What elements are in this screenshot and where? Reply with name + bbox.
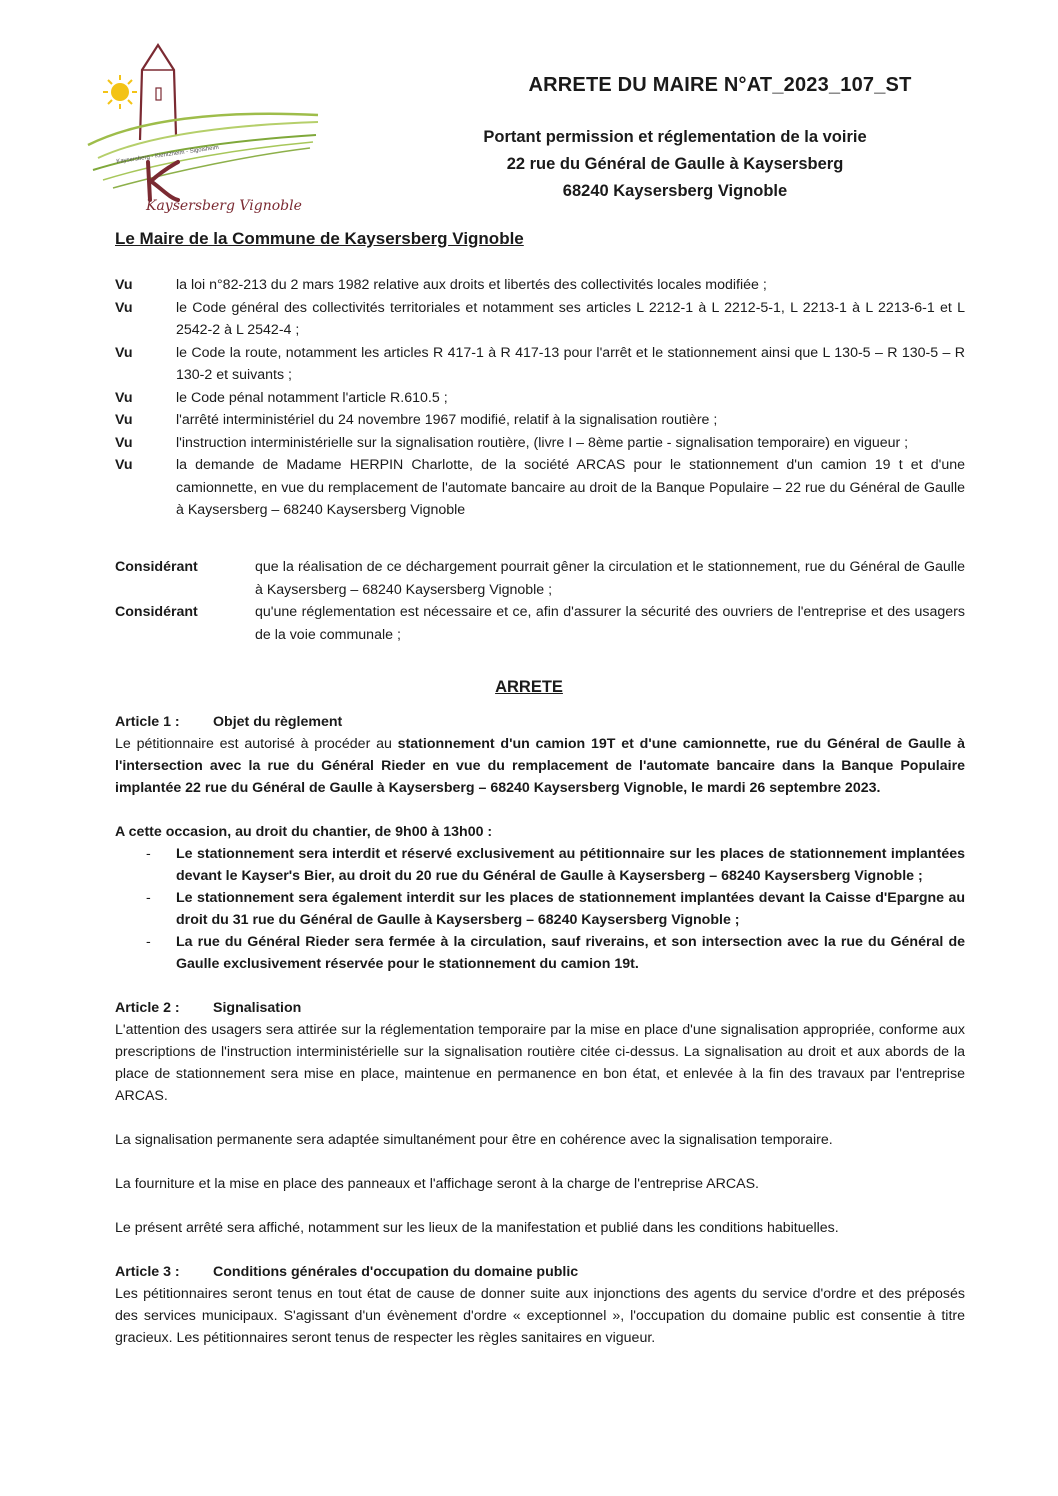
article-number: Article 1 : [115, 714, 180, 730]
article-number: Article 2 : [115, 1000, 180, 1016]
article-title: Conditions générales d'occupation du domaine public [213, 1264, 579, 1280]
paragraph-text: Le pétitionnaire est autorisé à procéder au [115, 736, 398, 752]
article-1-heading [115, 711, 965, 733]
vu-label: Vu [115, 277, 133, 293]
considerant-item [115, 601, 965, 646]
article-2-paragraph: L'attention des usagers sera attirée sur la réglementation temporaire par la mise en place d'une signalisation appropriée, conforme aux prescriptions de l'instruction interministérielle sur la signalisation routière citée ci-dessus. La signalisation au droit et aux abords de la place de stationnement sera mise en place, maintenue en permanence en bon état, et enlevée à la fin des travaux par l'entreprise ARCAS. [115, 1022, 965, 1104]
article-2-paragraph: Le présent arrêté sera affiché, notamment sur les lieux de la manifestation et publié dans les conditions habituelles. [115, 1220, 839, 1236]
considerant-text: qu'une réglementation est nécessaire et ce, afin d'assurer la sécurité des ouvriers de l'entreprise et des usagers de la voie communale ; [255, 604, 965, 643]
article-3-heading [115, 1261, 965, 1283]
subtitle-line: 22 rue du Général de Gaulle à Kaysersberg [506, 155, 844, 173]
article-1-bullets [115, 843, 965, 975]
considerant-list [115, 556, 965, 646]
vu-text: la demande de Madame HERPIN Charlotte, de la société ARCAS pour le stationnement d'un camion 19 t et d'une camionnette, en vue du remplacement de l'automate bancaire au droit de la Banque Populaire – 22 rue du Général de Gaulle à Kaysersberg – 68240 Kaysersberg Vignoble [176, 457, 965, 518]
article-number: Article 3 : [115, 1264, 180, 1280]
vu-item [115, 387, 965, 410]
considerant-item [115, 556, 965, 601]
vu-item [115, 432, 965, 455]
vu-label: Vu [115, 457, 133, 473]
vu-item [115, 297, 965, 342]
bullet-item: - Le stationnement sera également interdit sur les places de stationnement implantées devant la Caisse d'Epargne au droit du 31 rue du Général de Gaulle à Kaysersberg – 68240 Kaysersberg Vignoble ; [146, 887, 965, 931]
vu-label: Vu [115, 389, 133, 406]
vu-item [115, 274, 965, 297]
logo-subtitle: Kaysersberg - Kientzheim - Sigolsheim [116, 144, 220, 166]
decree-subtitle [400, 124, 950, 205]
considerant-text: que la réalisation de ce déchargement pourrait gêner la circulation et le stationnement, rue du Général de Gaulle à Kaysersberg – 68240 Kaysersberg Vignoble ; [255, 559, 965, 598]
arrete-heading: ARRETE [495, 678, 563, 696]
vu-text: l'arrêté interministériel du 24 novembre 1967 modifié, relatif à la signalisation routière ; [176, 412, 718, 428]
vu-item [115, 454, 965, 522]
logo-brand-text: Kaysersberg Vignoble [146, 198, 302, 214]
paragraph-bold-text: stationnement d'un camion 19T et d'une camionnette, rue du Général de Gaulle à l'intersection avec la rue du Général Rieder en vue du remplacement de l'automate bancaire dans la Banque Populaire implantée 22 rue du Général de Gaulle à Kaysersberg – 68240 Kaysersberg Vignoble, le mardi 26 septembre 2023. [115, 736, 965, 796]
article-1-paragraph [115, 733, 965, 799]
vu-label: Vu [115, 434, 133, 451]
vu-label: Vu [115, 299, 133, 316]
vu-text: l'instruction interministérielle sur la signalisation routière, (livre I – 8ème partie - signalisation temporaire) en vigueur ; [176, 434, 909, 451]
article-2-paragraph: La signalisation permanente sera adaptée simultanément pour être en cohérence avec la signalisation temporaire. [115, 1132, 833, 1148]
vu-text: la loi n°82-213 du 2 mars 1982 relative aux droits et libertés des collectivités locales modifiée ; [176, 277, 767, 293]
vu-label: Vu [115, 412, 133, 428]
subtitle-line: 68240 Kaysersberg Vignoble [562, 182, 788, 200]
article-title: Objet du règlement [213, 714, 343, 730]
article-2-paragraph: La fourniture et la mise en place des panneaux et l'affichage seront à la charge de l'entreprise ARCAS. [115, 1176, 759, 1192]
vu-item [115, 409, 965, 432]
bullet-item: - La rue du Général Rieder sera fermée à la circulation, sauf riverains, et son intersection avec la rue du Général de Gaulle exclusivement réservée pour le stationnement du camion 19t. [146, 931, 965, 975]
considerant-label: Considérant [115, 604, 198, 620]
logo-graphic [78, 40, 328, 215]
article-1-occasion: A cette occasion, au droit du chantier, de 9h00 à 13h00 : [115, 824, 493, 840]
vu-item [115, 342, 965, 387]
vu-text: le Code pénal notamment l'article R.610.5 ; [176, 389, 448, 406]
vu-text: le Code la route, notamment les articles R 417-1 à R 417-13 pour l'arrêt et le stationnement ainsi que L 130-5 – R 130-5 – R 130-2 et suivants ; [176, 344, 965, 383]
bullet-item: - Le stationnement sera interdit et réservé exclusivement au pétitionnaire sur les places de stationnement implantées devant le Kayser's Bier, au droit du 20 rue du Général de Gaulle à Kaysersberg – 68240 Kaysersberg Vignoble ; [146, 843, 965, 887]
article-title: Signalisation [213, 1000, 302, 1016]
articles-body [115, 711, 965, 1349]
municipality-logo [78, 40, 328, 215]
vu-text: le Code général des collectivités territoriales et notamment ses articles L 2212-1 à L 2212-5-1, L 2213-1 à L 2213-6-1 et L 2542-2 à L 2542-4 ; [176, 299, 965, 338]
decree-title: ARRETE DU MAIRE N°AT_2023_107_ST [528, 74, 912, 96]
vu-list [115, 274, 965, 522]
considerant-label: Considérant [115, 559, 198, 575]
article-2-heading [115, 997, 965, 1019]
vu-label: Vu [115, 344, 133, 361]
mayor-heading: Le Maire de la Commune de Kaysersberg Vignoble [115, 229, 524, 248]
article-3-paragraph: Les pétitionnaires seront tenus en tout état de cause de donner suite aux injonctions des agents du service d'ordre et des préposés des services municipaux. S'agissant d'un évènement d'ordre « exceptionnel », l'occupation du domaine public est consentie à titre gracieux. Les pétitionnaires seront tenus de respecter les règles sanitaires en vigueur. [115, 1286, 965, 1346]
subtitle-line: Portant permission et réglementation de la voirie [483, 128, 867, 146]
